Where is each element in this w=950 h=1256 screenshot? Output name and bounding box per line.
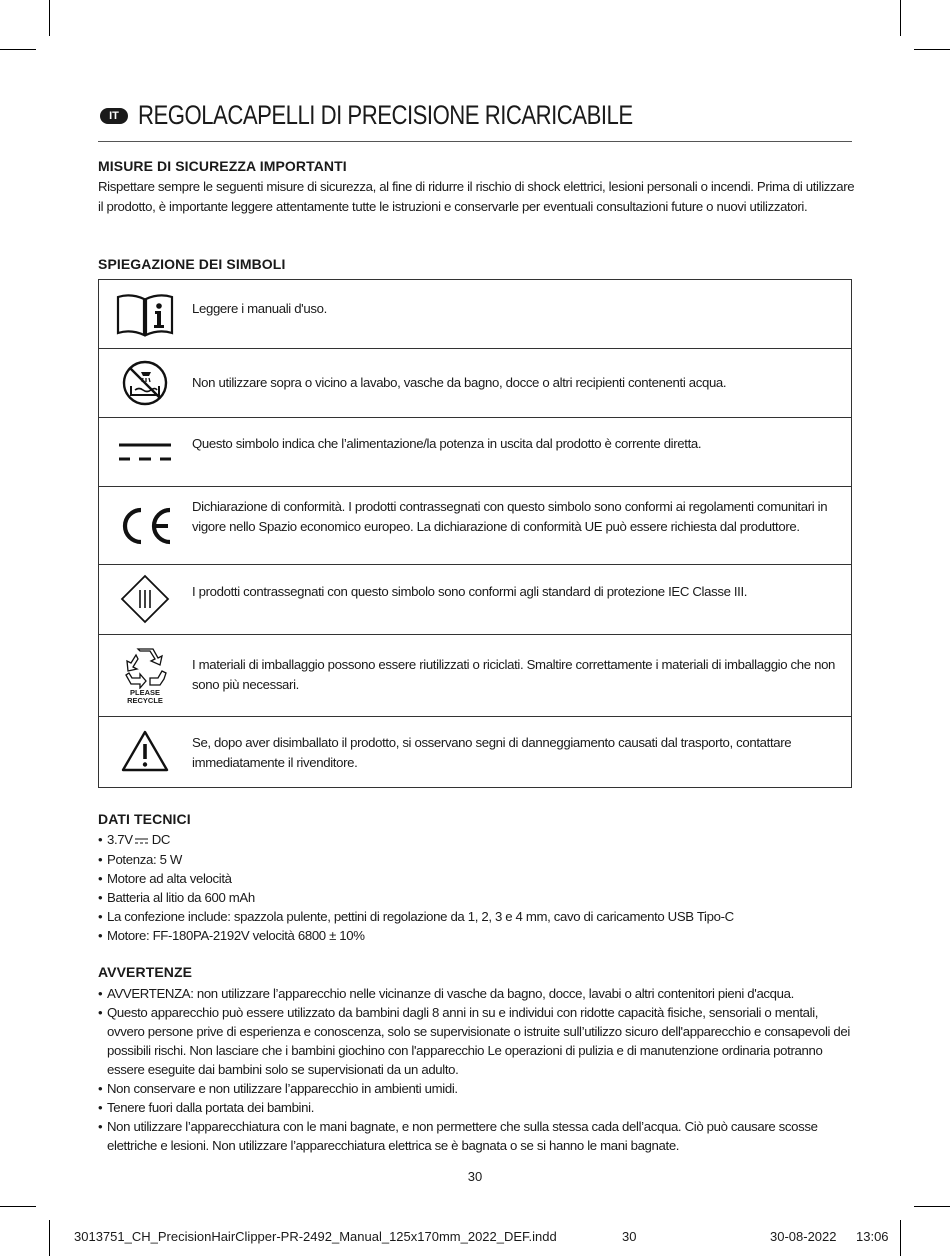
symbol-row-recycle xyxy=(99,635,851,717)
direct-current-icon xyxy=(111,428,179,476)
class-iii-icon xyxy=(111,573,179,625)
crop-mark xyxy=(900,0,901,36)
list-item: • Non conservare e non utilizzare l’apparecchio in ambienti umidi. xyxy=(98,1079,858,1098)
warnings-heading: AVVERTENZE xyxy=(98,964,193,980)
list-item: • Motore: FF-180PA-2192V velocità 6800 ± 10% xyxy=(98,926,858,945)
list-item: • Non utilizzare l’apparecchiatura con le mani bagnate, e non permettere che sulla stessa cada dell’acqua. Ciò può causare scosse elettriche e lesioni. Non utilizzare l’apparecchiatura elettrica se è bagnata o se si hanno le mani bagnate. xyxy=(98,1117,858,1155)
symbol-row-dc xyxy=(99,418,851,487)
symbol-text: Non utilizzare sopra o vicino a lavabo, vasche da bagno, docce o altri recipienti contenenti acqua. xyxy=(192,375,727,390)
symbol-row-no-water xyxy=(99,349,851,418)
symbol-row-manual xyxy=(99,280,851,349)
symbol-row-ce xyxy=(99,487,851,565)
list-item xyxy=(98,830,858,850)
tech-list xyxy=(98,830,858,945)
page-header xyxy=(98,100,852,142)
symbols-table xyxy=(98,279,852,788)
symbol-text: Questo simbolo indica che l’alimentazione/la potenza in uscita dal prodotto è corrente diretta. xyxy=(192,436,702,451)
crop-mark xyxy=(914,1206,950,1207)
warnings-list xyxy=(98,984,858,1155)
list-item: • Questo apparecchio può essere utilizzato da bambini dagli 8 anni in su e individui con ridotte capacità fisiche, sensoriali o mentali, ovvero persone prive di esperienza e conoscenza, solo se supervisionate o istruite sull’utilizzo sicuro dell'apparecchio e consapevoli dei possibili rischi. Non lasciare che i bambini giochino con l'apparecchio Le operazioni di pulizia e di manutenzione ordinaria potranno essere eseguite dai bambini solo se supervisionati da un adulto. xyxy=(98,1003,858,1079)
slug-file: 3013751_CH_PrecisionHairClipper-PR-2492_Manual_125x170mm_2022_DEF.indd xyxy=(74,1229,557,1244)
crop-mark xyxy=(914,49,950,50)
crop-mark xyxy=(0,1206,36,1207)
no-water-icon xyxy=(111,359,179,407)
page-title: REGOLACAPELLI DI PRECISIONE RICARICABILE xyxy=(138,100,633,130)
recycle-label: RECYCLE xyxy=(127,696,163,705)
voltage-unit: DC xyxy=(151,832,171,847)
list-item: • Potenza: 5 W xyxy=(98,850,858,869)
symbol-text: I materiali di imballaggio possono essere riutilizzati o riciclati. Smaltire correttamente i materiali di imballaggio che non sono più necessari. xyxy=(192,657,836,692)
crop-mark xyxy=(0,49,36,50)
symbol-text: Se, dopo aver disimballato il prodotto, si osservano segni di danneggiamento causati dal trasporto, contattare immediatamente il rivenditore. xyxy=(192,735,792,770)
list-item: • La confezione include: spazzola pulente, pettini di regolazione da 1, 2, 3 e 4 mm, cavo di caricamento USB Tipo-C xyxy=(98,907,858,926)
crop-mark xyxy=(49,0,50,36)
list-item: • AVVERTENZA: non utilizzare l’apparecchio nelle vicinanze di vasche da bagno, docce, lavabi o altri contenitori pieni d'acqua. xyxy=(98,984,858,1003)
symbol-text: I prodotti contrassegnati con questo simbolo sono conformi agli standard di protezione IEC Classe III. xyxy=(192,584,748,599)
symbols-heading: SPIEGAZIONE DEI SIMBOLI xyxy=(98,256,286,272)
symbol-text: Leggere i manuali d'uso. xyxy=(192,301,327,316)
safety-paragraph: Rispettare sempre le seguenti misure di sicurezza, al fine di ridurre il rischio di shock elettrici, lesioni personali o incendi. Prima di utilizzare il prodotto, è importante leggere attentamente tutte le istruzioni e conservarle per eventuali consultazioni future o nuovi utilizzatori. xyxy=(98,179,855,214)
list-item: • Motore ad alta velocità xyxy=(98,869,858,888)
slug-date: 30-08-2022 xyxy=(770,1229,837,1244)
recycle-icon xyxy=(111,643,179,709)
list-item: • Tenere fuori dalla portata dei bambini. xyxy=(98,1098,858,1117)
slug-page: 30 xyxy=(622,1229,637,1244)
tech-heading: DATI TECNICI xyxy=(98,811,191,827)
recycle-label: PLEASE xyxy=(129,688,160,697)
language-badge: IT xyxy=(100,108,128,124)
page-number: 30 xyxy=(467,1169,483,1184)
dc-symbol-icon xyxy=(135,831,148,850)
safety-heading: MISURE DI SICUREZZA IMPORTANTI xyxy=(98,158,347,174)
crop-mark xyxy=(49,1220,50,1256)
ce-mark-icon xyxy=(111,501,179,551)
symbol-text: Dichiarazione di conformità. I prodotti contrassegnati con questo simbolo sono conformi ai regolamenti comunitari in vigore nello Spazio economico europeo. La dichiarazione di conformità UE può essere richiesta dal produttore. xyxy=(192,499,828,534)
voltage-value: 3.7V xyxy=(107,832,133,847)
slug-time: 13:06 xyxy=(856,1229,889,1244)
manual-info-icon xyxy=(111,290,179,338)
symbol-row-class-iii xyxy=(99,565,851,635)
symbol-row-warning xyxy=(99,717,851,787)
crop-mark xyxy=(900,1220,901,1256)
warning-icon xyxy=(111,727,179,775)
list-item: • Batteria al litio da 600 mAh xyxy=(98,888,858,907)
